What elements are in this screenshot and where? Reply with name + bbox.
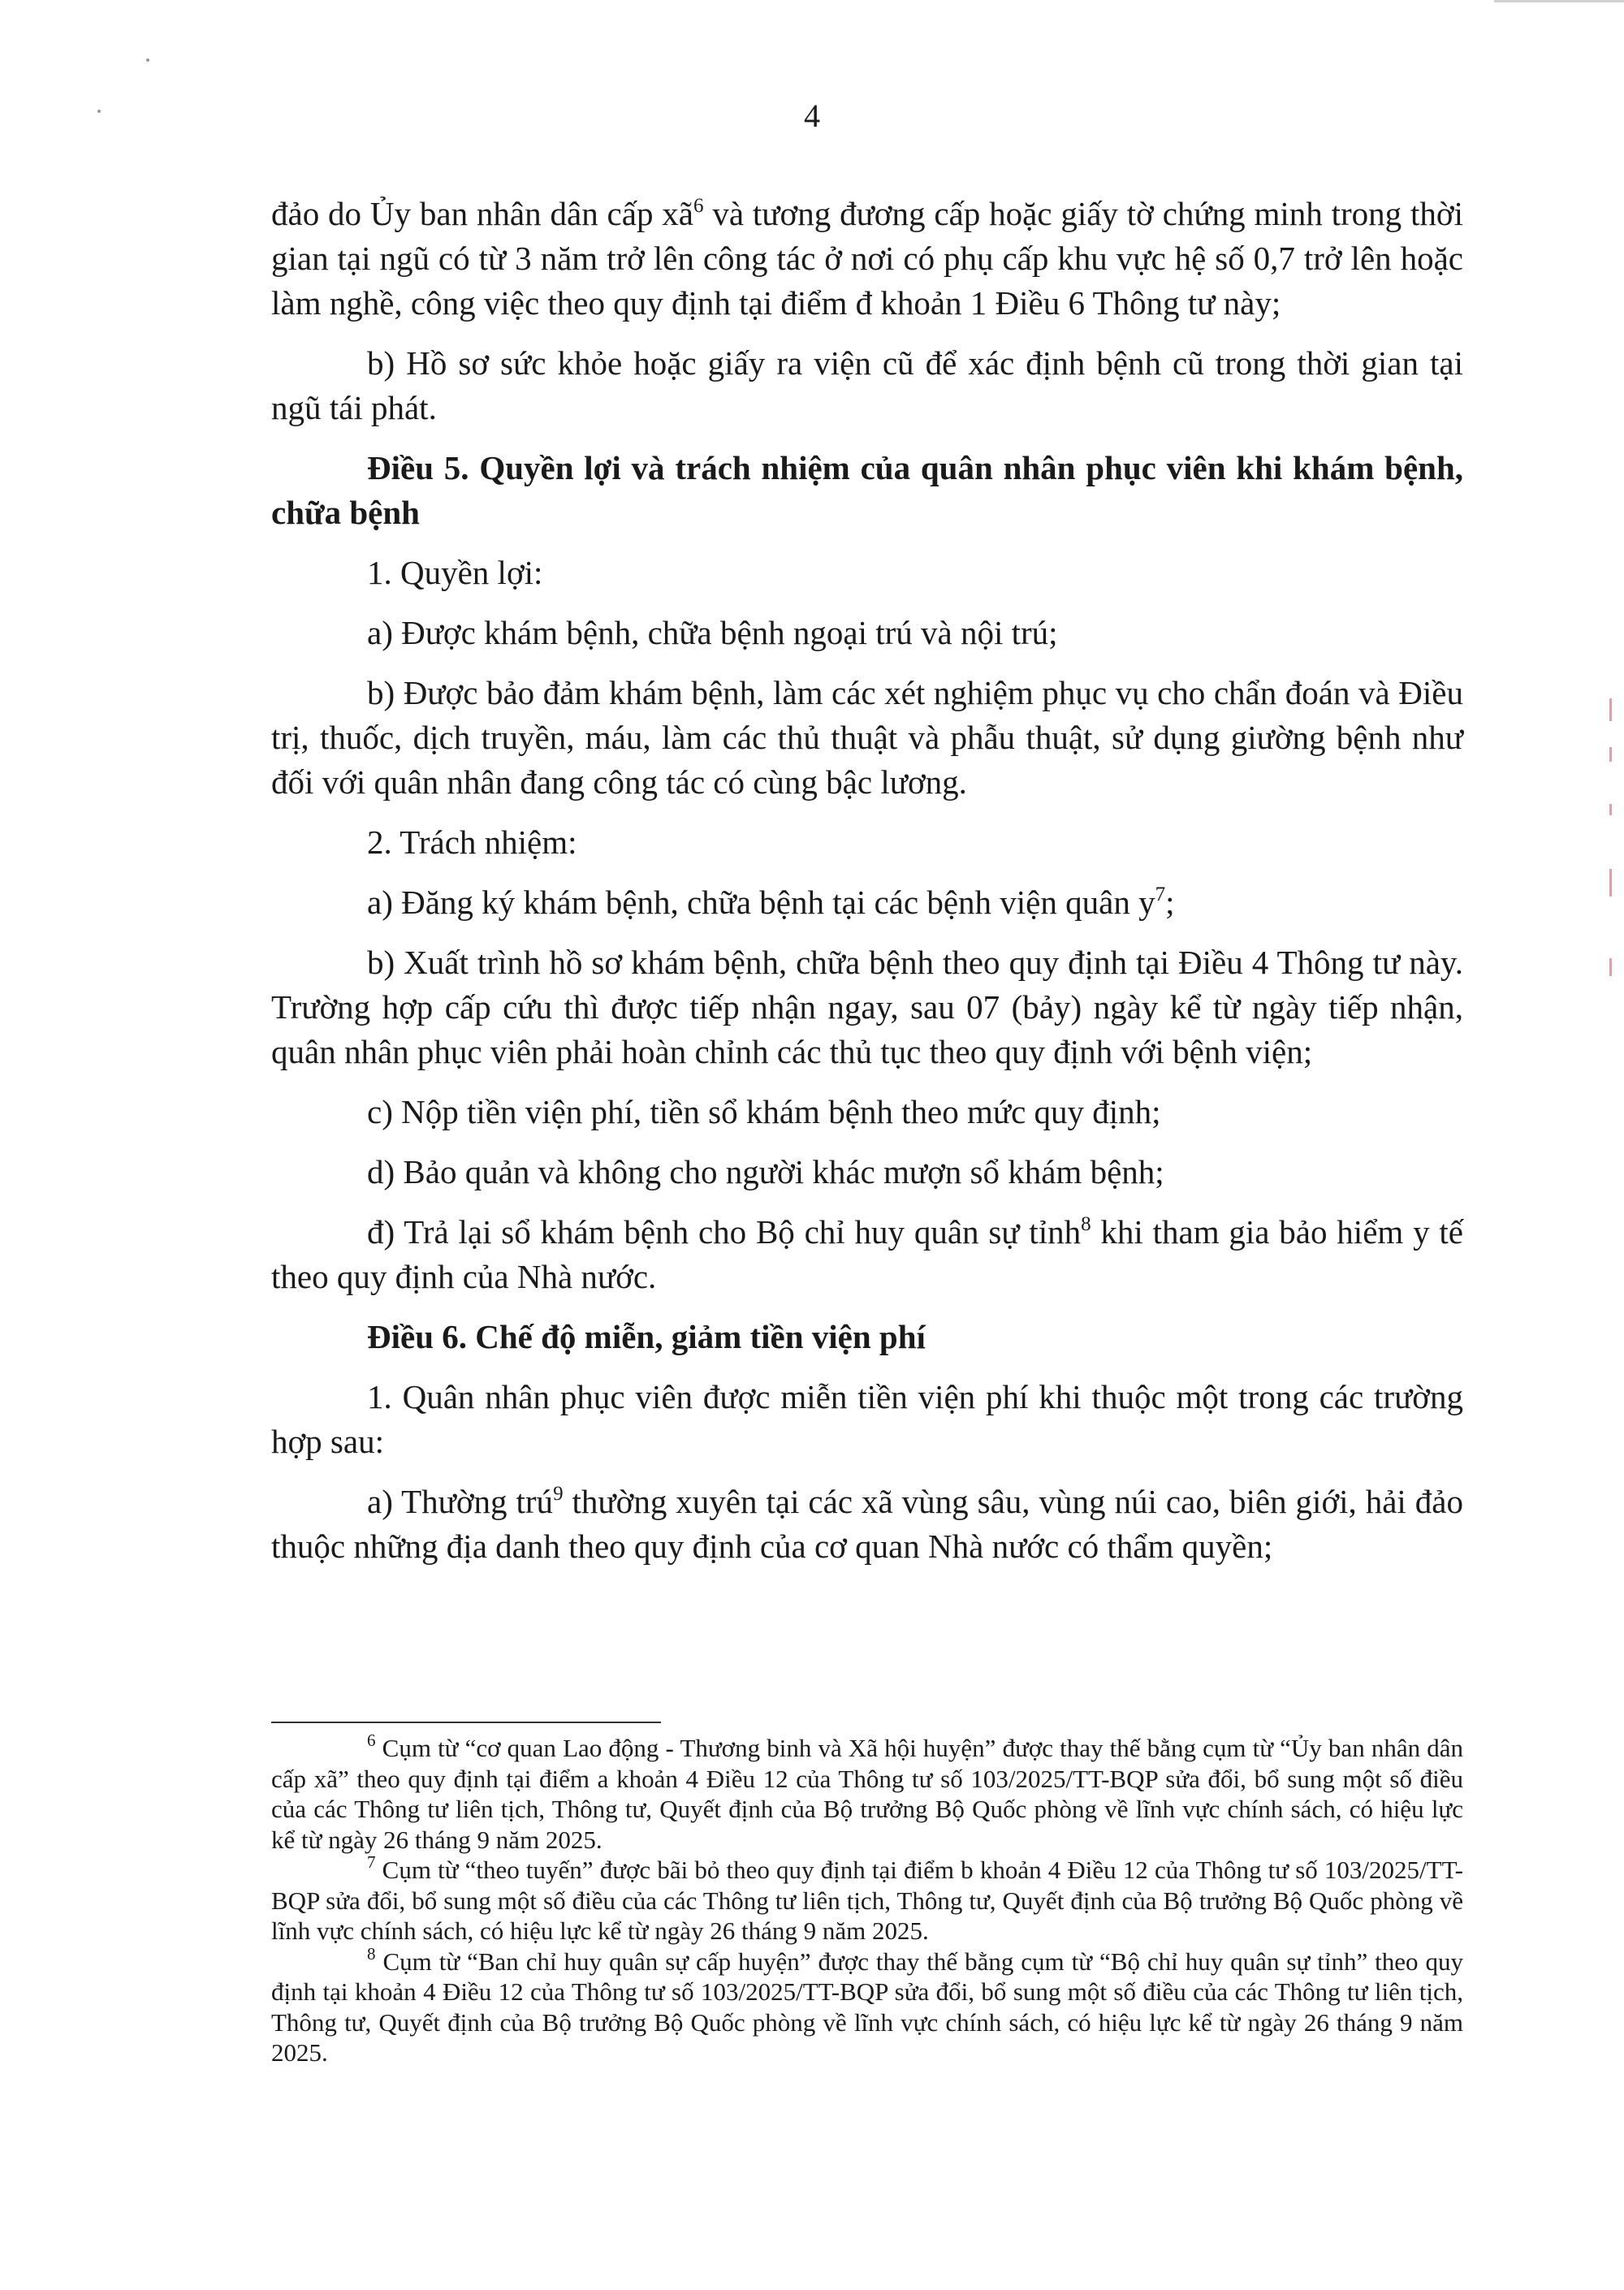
footnote <box>271 1730 1463 1855</box>
text-run: c) Nộp tiền viện phí, tiền sổ khám bệnh theo mức quy định; <box>367 1093 1161 1130</box>
body-paragraph <box>271 1090 1463 1134</box>
text-run: b) Xuất trình hồ sơ khám bệnh, chữa bệnh theo quy định tại Điều 4 Thông tư này. Trường hợp cấp cứu thì được tiếp nhận ngay, sau 07 (bảy) ngày kể từ ngày tiếp nhận, quân nhân phục viên phải hoàn chỉnh các thủ tục theo quy định với bệnh viện; <box>271 944 1463 1070</box>
text-run: Điều 6. Chế độ miễn, giảm tiền viện phí <box>367 1318 926 1355</box>
text-run: và tương đương cấp hoặc giấy tờ chứng minh trong thời gian tại ngũ có từ 3 năm trở lên công tác ở nơi có phụ cấp khu vực hệ số 0,7 trở lên hoặc làm nghề, công việc theo quy định tại điểm đ khoản 1 Điều 6 Thông tư này; <box>271 195 1463 322</box>
body-paragraph <box>271 1210 1463 1299</box>
footnote-reference: 9 <box>553 1483 564 1505</box>
margin-mark <box>1609 698 1612 721</box>
footnote <box>271 1943 1463 2068</box>
body-paragraph <box>271 880 1463 925</box>
body-paragraph <box>271 341 1463 430</box>
body-paragraph <box>271 1150 1463 1195</box>
body-text <box>271 192 1463 1584</box>
footnote-number: 6 <box>367 1730 376 1750</box>
article-heading <box>271 446 1463 535</box>
footnote <box>271 1852 1463 1946</box>
body-paragraph <box>271 192 1463 326</box>
text-run: ; <box>1165 884 1175 921</box>
body-paragraph <box>271 1480 1463 1569</box>
scan-speck <box>146 58 149 62</box>
footnote-text: Cụm từ “Ban chỉ huy quân sự cấp huyện” được thay thế bằng cụm từ “Bộ chỉ huy quân sự tỉnh” theo quy định tại khoản 4 Điều 12 của Thông tư số 103/2025/TT-BQP sửa đổi, bổ sung một số điều của các Thông tư liên tịch, Thông tư, Quyết định của Bộ trưởng Bộ Quốc phòng về lĩnh vực chính sách, có hiệu lực kể từ ngày 26 tháng 9 năm 2025. <box>271 1946 1463 2067</box>
margin-mark <box>1609 869 1612 897</box>
footnote-reference: 6 <box>693 195 704 217</box>
page-number: 4 <box>804 97 820 134</box>
body-paragraph <box>271 671 1463 805</box>
text-run: thường xuyên tại các xã vùng sâu, vùng núi cao, biên giới, hải đảo thuộc những địa danh theo quy định của cơ quan Nhà nước có thẩm quyền; <box>271 1483 1463 1565</box>
body-paragraph <box>271 551 1463 595</box>
text-run: d) Bảo quản và không cho người khác mượn sổ khám bệnh; <box>367 1153 1164 1190</box>
text-run: 1. Quyền lợi: <box>367 554 543 591</box>
margin-mark <box>1609 747 1612 762</box>
text-run: 1. Quân nhân phục viên được miễn tiền viện phí khi thuộc một trong các trường hợp sau: <box>271 1378 1463 1460</box>
text-run: khi tham gia bảo hiểm y tế theo quy định của Nhà nước. <box>271 1213 1463 1295</box>
article-heading <box>271 1315 1463 1359</box>
body-paragraph <box>271 611 1463 655</box>
text-run: đ) Trả lại sổ khám bệnh cho Bộ chỉ huy quân sự tỉnh <box>367 1213 1082 1251</box>
margin-mark <box>1609 804 1612 815</box>
footnote-text: Cụm từ “cơ quan Lao động - Thương binh và Xã hội huyện” được thay thế bằng cụm từ “Ủy ban nhân dân cấp xã” theo quy định tại điểm a khoản 4 Điều 12 của Thông tư số 103/2025/TT-BQP sửa đổi, bổ sung một số điều của các Thông tư liên tịch, Thông tư, Quyết định của Bộ trưởng Bộ Quốc phòng về lĩnh vực chính sách, có hiệu lực kể từ ngày 26 tháng 9 năm 2025. <box>271 1734 1463 1854</box>
text-run: a) Được khám bệnh, chữa bệnh ngoại trú và nội trú; <box>367 614 1058 651</box>
body-paragraph <box>271 940 1463 1074</box>
text-run: b) Hồ sơ sức khỏe hoặc giấy ra viện cũ để xác định bệnh cũ trong thời gian tại ngũ tái phát. <box>271 344 1463 426</box>
text-run: a) Thường trú <box>367 1483 554 1520</box>
text-run: đảo do Ủy ban nhân dân cấp xã <box>271 195 693 232</box>
footnote-reference: 8 <box>1081 1213 1091 1235</box>
body-paragraph <box>271 820 1463 865</box>
footnotes <box>271 1730 1463 2068</box>
footnote-separator <box>271 1722 661 1723</box>
footnote-number: 7 <box>367 1852 376 1872</box>
text-run: Điều 5. Quyền lợi và trách nhiệm của quân nhân phục viên khi khám bệnh, chữa bệnh <box>271 449 1463 531</box>
footnote-number: 8 <box>367 1943 376 1964</box>
body-paragraph <box>271 1375 1463 1464</box>
margin-mark <box>1609 958 1612 976</box>
footnote-reference: 7 <box>1155 884 1166 905</box>
footnote-text: Cụm từ “theo tuyến” được bãi bỏ theo quy định tại điểm b khoản 4 Điều 12 của Thông tư số 103/2025/TT-BQP sửa đổi, bổ sung một số điều của các Thông tư liên tịch, Thông tư, Quyết định của Bộ trưởng Bộ Quốc phòng về lĩnh vực chính sách, có hiệu lực kể từ ngày 26 tháng 9 năm 2025. <box>271 1856 1463 1945</box>
text-run: a) Đăng ký khám bệnh, chữa bệnh tại các bệnh viện quân y <box>367 884 1155 921</box>
top-edge-rule <box>1494 0 1624 2</box>
margin-scan-marks <box>1603 698 1619 991</box>
text-run: b) Được bảo đảm khám bệnh, làm các xét nghiệm phục vụ cho chẩn đoán và Điều trị, thuốc, dịch truyền, máu, làm các thủ thuật và phẫu thuật, sử dụng giường bệnh như đối với quân nhân đang công tác có cùng bậc lương. <box>271 674 1463 801</box>
text-run: 2. Trách nhiệm: <box>367 823 577 861</box>
